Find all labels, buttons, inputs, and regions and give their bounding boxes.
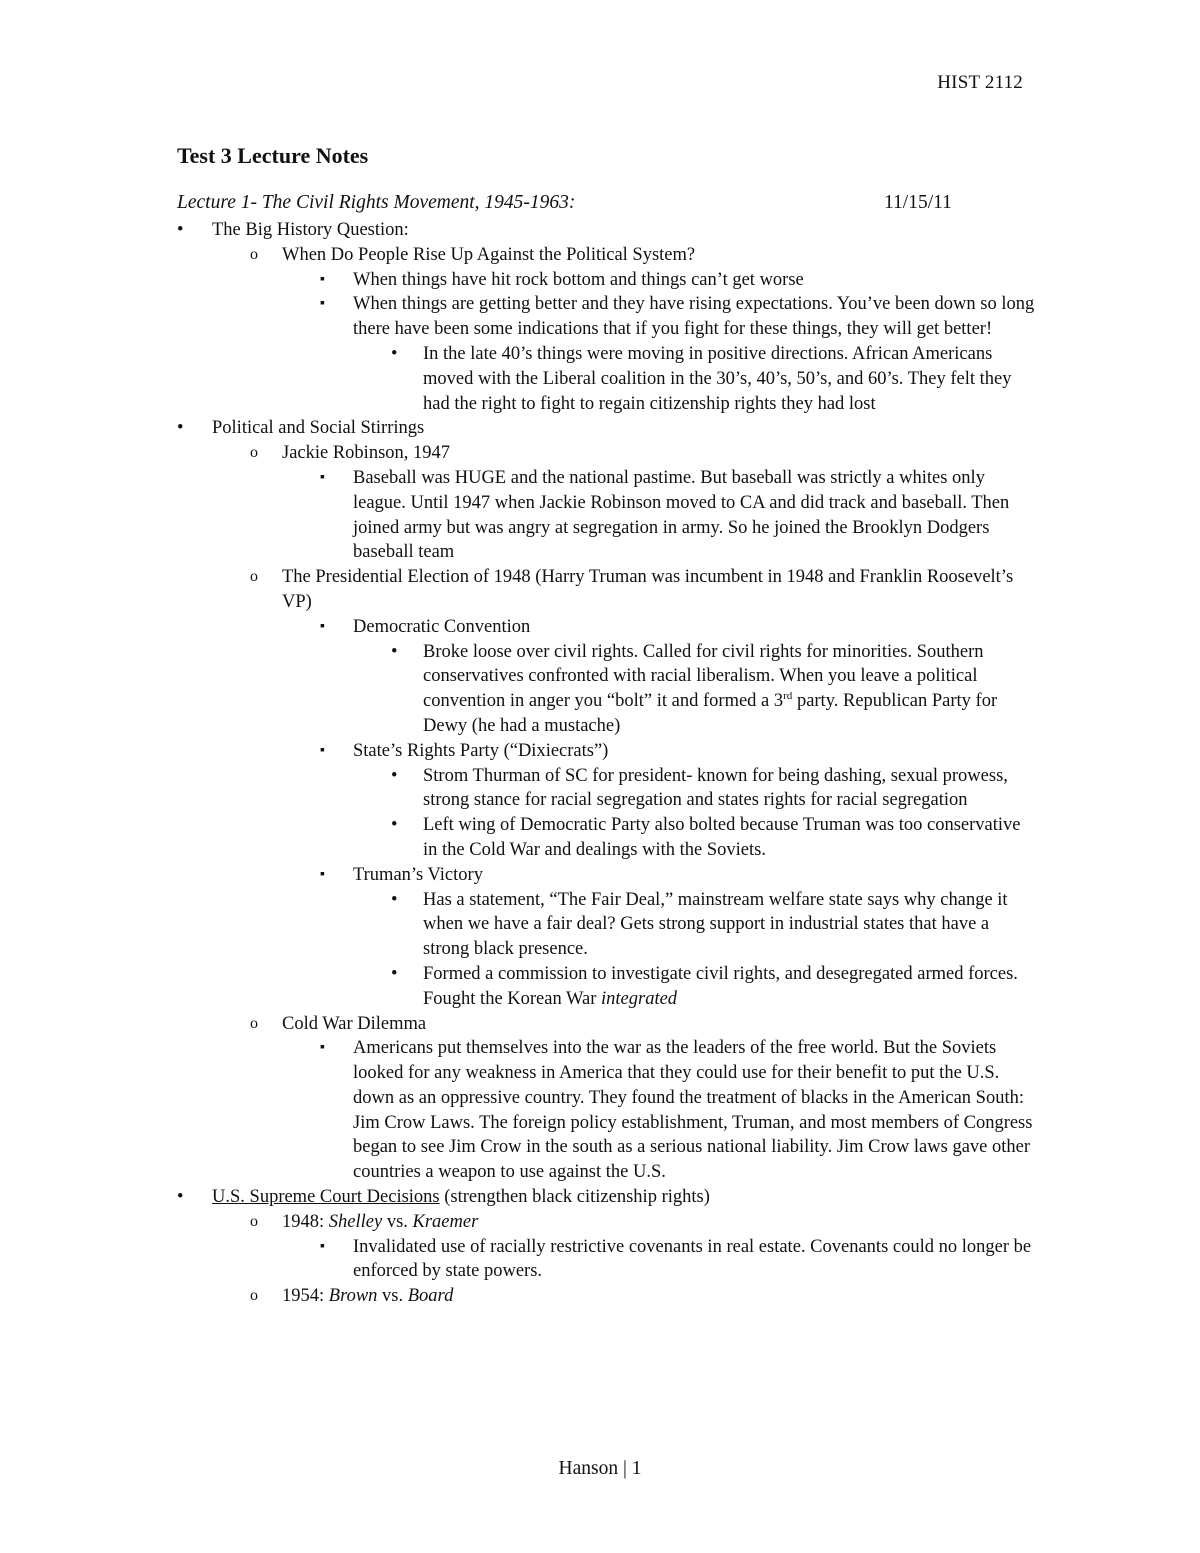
square-bullet-icon: ▪: [320, 469, 325, 485]
disc-bullet-icon: •: [177, 220, 184, 240]
circle-bullet-icon: o: [250, 444, 258, 462]
circle-bullet-icon: o: [250, 568, 258, 586]
square-bullet-icon: ▪: [320, 866, 325, 882]
square-bullet-icon: ▪: [320, 742, 325, 758]
list-item: • U.S. Supreme Court Decisions (strengthen black citizenship rights): [177, 1185, 1037, 1210]
list-item: o 1948: Shelley vs. Kraemer: [177, 1210, 1037, 1235]
notes-outline: [177, 218, 1037, 1309]
square-bullet-icon: ▪: [320, 1238, 325, 1254]
circle-bullet-icon: o: [250, 1014, 258, 1032]
list-item: • Left wing of Democratic Party also bolted because Truman was too conservative in the Cold War and dealings with the Soviets.: [391, 815, 1021, 860]
lecture-title: Lecture 1- The Civil Rights Movement, 1945-1963:: [177, 192, 576, 213]
square-bullet-icon: ▪: [320, 618, 325, 634]
list-item: ▪ Americans put themselves into the war as the leaders of the free world. But the Soviets looked for any weakness in America that they could use for their benefit to put the U.S. down as an oppressive country. They found the treatment of blacks in the American South: Jim Crow Laws. The foreign policy establishment, Truman, and most members of Congress began to see Jim Crow in the south as a serious national liability. Jim Crow laws gave other countries a weapon to use against the U.S.: [320, 1038, 1033, 1183]
list-item: ▪ When things have hit rock bottom and things can’t get worse: [177, 268, 1037, 293]
page-title: Test 3 Lecture Notes: [177, 143, 369, 168]
page-footer: Hanson | 1: [558, 1458, 642, 1479]
disc-bullet-icon: •: [177, 418, 184, 439]
disc-bullet-icon: •: [391, 889, 398, 910]
list-item: • Broke loose over civil rights. Called for civil rights for minorities. Southern conservatives confronted with racial liberalism. When you leave a political convention in anger you “bolt” it and formed a 3rd party. Republican Party for Dewy (he had a mustache): [391, 641, 998, 736]
list-item: ▪ When things are getting better and they have rising expectations. You’ve been down so long there have been some indications that if you fight for these things, they will get better!: [320, 294, 1035, 340]
course-header: HIST 2112: [937, 72, 1023, 93]
list-item: ▪ Truman’s Victory: [177, 863, 1037, 888]
square-bullet-icon: ▪: [320, 271, 325, 287]
list-item: o When Do People Rise Up Against the Political System?: [177, 243, 1037, 268]
disc-bullet-icon: •: [391, 963, 398, 984]
disc-bullet-icon: •: [391, 765, 398, 786]
list-item: • Has a statement, “The Fair Deal,” mainstream welfare state says why change it when we have a fair deal? Gets strong support in industrial states that have a strong black presence.: [391, 889, 1008, 960]
list-item: • The Big History Question:: [177, 218, 1037, 243]
list-item: • Political and Social Stirrings: [177, 416, 1037, 441]
list-item: ▪ State’s Rights Party (“Dixiecrats”): [177, 739, 1037, 764]
list-item: o The Presidential Election of 1948 (Harry Truman was incumbent in 1948 and Franklin Roosevelt’s VP): [250, 567, 1014, 612]
list-item: o 1954: Brown vs. Board: [177, 1284, 1037, 1309]
circle-bullet-icon: o: [250, 245, 258, 263]
disc-bullet-icon: •: [177, 1187, 184, 1208]
list-item: ▪ Baseball was HUGE and the national pastime. But baseball was strictly a whites only league. Until 1947 when Jackie Robinson moved to CA and did track and baseball. Then joined army but was angry at segregation in army. So he joined the Brooklyn Dodgers baseball team: [320, 467, 1010, 563]
list-item: ▪ Invalidated use of racially restrictive covenants in real estate. Covenants could no longer be enforced by state powers.: [320, 1236, 1032, 1282]
circle-bullet-icon: o: [250, 1212, 258, 1230]
lecture-date: 11/15/11: [884, 192, 952, 213]
square-bullet-icon: ▪: [320, 296, 325, 312]
list-item: • In the late 40’s things were moving in positive directions. African Americans moved with the Liberal coalition in the 30’s, 40’s, 50’s, and 60’s. They felt they had the right to fight to regain citizenship rights they had lost: [391, 343, 1012, 414]
list-item: o Jackie Robinson, 1947: [177, 441, 1037, 466]
circle-bullet-icon: o: [250, 1287, 258, 1305]
list-item: o Cold War Dilemma: [177, 1012, 1037, 1037]
underlined-heading: U.S. Supreme Court Decisions: [212, 1187, 440, 1208]
list-item: • Strom Thurman of SC for president- known for being dashing, sexual prowess, strong stance for racial segregation and states rights for racial segregation: [391, 765, 1008, 811]
list-item: • Formed a commission to investigate civil rights, and desegregated armed forces. Fought the Korean War integrated: [391, 963, 1018, 1009]
disc-bullet-icon: •: [391, 343, 398, 364]
disc-bullet-icon: •: [391, 641, 398, 662]
square-bullet-icon: ▪: [320, 1040, 325, 1056]
lecture-heading: [177, 192, 977, 214]
disc-bullet-icon: •: [391, 815, 398, 836]
list-item: ▪ Democratic Convention: [177, 615, 1037, 640]
